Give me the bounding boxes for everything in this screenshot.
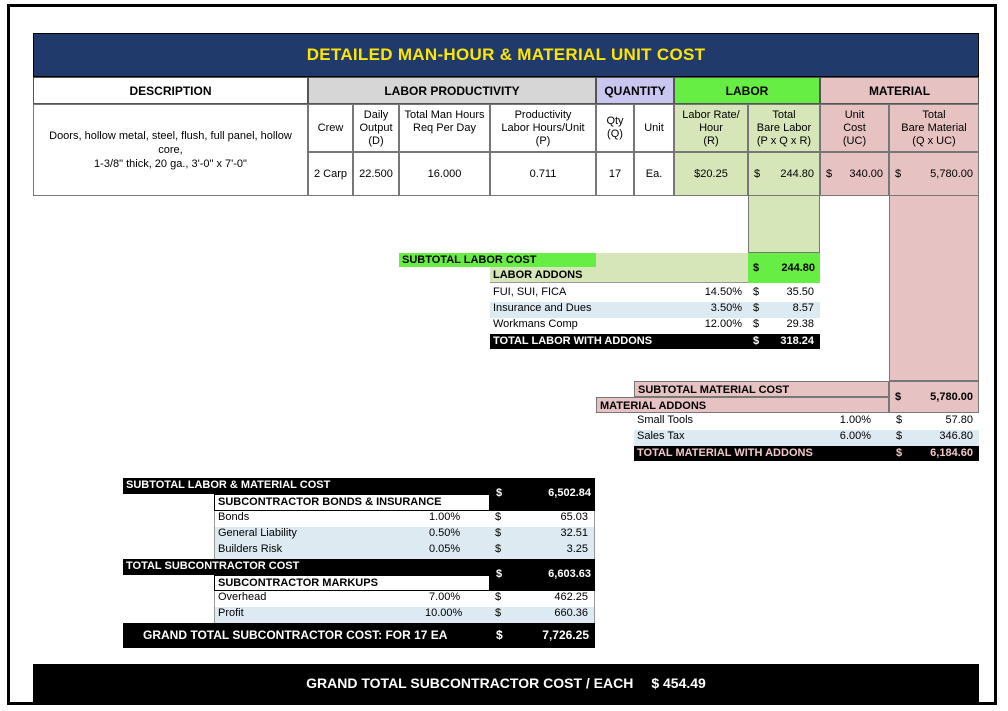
subtotal-labor-value: $ 244.80 <box>748 253 820 283</box>
subheader-labor-rate: Labor Rate/ Hour (R) <box>674 104 748 152</box>
subheader-crew: Crew <box>308 104 353 152</box>
item-total-bare-labor: $ 244.80 <box>748 152 820 196</box>
material-connector <box>889 196 979 381</box>
header-labor-productivity: LABOR PRODUCTIVITY <box>308 77 596 104</box>
subtotal-labor-material-value: $ 6,502.84 <box>490 478 595 511</box>
item-labor-rate: $20.25 <box>674 152 748 196</box>
subheader-total-man-hours: Total Man Hours Req Per Day <box>399 104 490 152</box>
page-title: DETAILED MAN-HOUR & MATERIAL UNIT COST <box>33 33 979 77</box>
subheader-daily-output: Daily Output (D) <box>353 104 399 152</box>
labor-addon-row: Insurance and Dues 3.50% $ 8.57 <box>490 302 820 318</box>
subheader-unit-cost: Unit Cost (UC) <box>820 104 889 152</box>
item-productivity: 0.711 <box>490 152 596 196</box>
item-total-man-hours: 16.000 <box>399 152 490 196</box>
labor-addon-row: Workmans Comp 12.00% $ 29.38 <box>490 318 820 334</box>
subtotal-labor-band <box>596 253 748 267</box>
subheader-unit: Unit <box>634 104 674 152</box>
item-total-bare-material: $ 5,780.00 <box>889 152 979 196</box>
grand-total-each-bar <box>33 664 979 702</box>
item-description <box>33 104 308 196</box>
item-qty: 17 <box>596 152 634 196</box>
item-unit: Ea. <box>634 152 674 196</box>
item-description-line2: 1-3/8" thick, 20 ga., 3'-0" x 7'-0" <box>94 158 247 170</box>
bond-row: Bonds 1.00% $ 65.03 <box>214 511 595 527</box>
item-crew: 2 Carp <box>308 152 353 196</box>
total-subcontractor-cost-value: $ 6,603.63 <box>490 559 595 591</box>
subtotal-labor-label: SUBTOTAL LABOR COST <box>399 253 596 267</box>
header-material: MATERIAL <box>820 77 979 104</box>
header-description: DESCRIPTION <box>33 77 308 104</box>
material-addons-label: MATERIAL ADDONS <box>596 397 889 413</box>
total-labor-with-addons: TOTAL LABOR WITH ADDONS $ 318.24 <box>490 334 820 349</box>
labor-connector <box>748 196 820 253</box>
total-subcontractor-cost-label: TOTAL SUBCONTRACTOR COST <box>123 559 595 575</box>
subcontractor-bonds-label: SUBCONTRACTOR BONDS & INSURANCE <box>214 494 490 511</box>
subcontractor-markups-label: SUBCONTRACTOR MARKUPS <box>214 575 490 591</box>
material-addon-row: Small Tools 1.00% $ 57.80 <box>634 414 979 430</box>
total-material-with-addons: TOTAL MATERIAL WITH ADDONS $ 6,184.60 <box>634 446 979 461</box>
markup-row: Overhead 7.00% $ 462.25 <box>214 591 595 607</box>
grand-total-each-label: GRAND TOTAL SUBCONTRACTOR COST / EACH <box>306 675 634 691</box>
subheader-qty: Qty (Q) <box>596 104 634 152</box>
subtotal-material-label: SUBTOTAL MATERIAL COST <box>634 381 889 397</box>
subheader-total-bare-material: Total Bare Material (Q x UC) <box>889 104 979 152</box>
item-unit-cost: $ 340.00 <box>820 152 889 196</box>
bond-row: General Liability 0.50% $ 32.51 <box>214 527 595 543</box>
subheader-productivity: Productivity Labor Hours/Unit (P) <box>490 104 596 152</box>
subtotal-material-value: $ 5,780.00 <box>889 381 979 413</box>
labor-addons-label: LABOR ADDONS <box>490 267 748 283</box>
subheader-total-bare-labor: Total Bare Labor (P x Q x R) <box>748 104 820 152</box>
material-addon-row: Sales Tax 6.00% $ 346.80 <box>634 430 979 446</box>
labor-addon-row: FUI, SUI, FICA 14.50% $ 35.50 <box>490 286 820 302</box>
item-daily-output: 22.500 <box>353 152 399 196</box>
item-description-line1: Doors, hollow metal, steel, flush, full panel, hollow core, <box>49 130 292 156</box>
grand-total-each-value: $ 454.49 <box>651 675 706 691</box>
header-labor: LABOR <box>674 77 820 104</box>
subtotal-labor-material-label: SUBTOTAL LABOR & MATERIAL COST <box>123 478 595 494</box>
grand-total-subcontractor: GRAND TOTAL SUBCONTRACTOR COST: FOR 17 EA $ 7,726.25 <box>123 623 595 648</box>
bond-row: Builders Risk 0.05% $ 3.25 <box>214 543 595 559</box>
markup-row: Profit 10.00% $ 660.36 <box>214 607 595 623</box>
header-quantity: QUANTITY <box>596 77 674 104</box>
